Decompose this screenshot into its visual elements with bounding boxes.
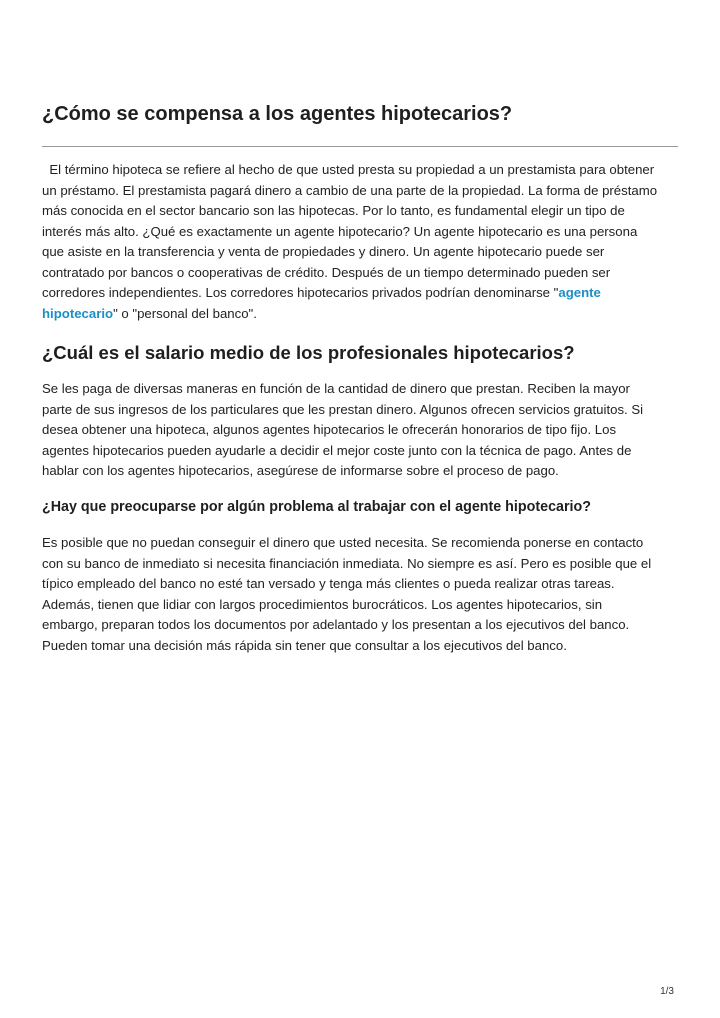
paragraph-text: " o "personal del banco". bbox=[113, 305, 257, 321]
paragraph-line: que asiste en la transferencia y venta de propiedades y dinero. Un agente hipotecario puede ser bbox=[42, 244, 605, 259]
agente-hipotecario-link-part1[interactable]: agente bbox=[558, 285, 601, 300]
paragraph-text: corredores independientes. Los corredores hipotecarios privados podrían denominarse " bbox=[42, 285, 559, 300]
heading-salary: ¿Cuál es el salario medio de los profesionales hipotecarios? bbox=[42, 342, 575, 363]
paragraph-line: Además, tienen que lidiar con largos procedimientos burocráticos. Los agentes hipotecarios, sin bbox=[42, 596, 603, 612]
paragraph-line: con su banco de inmediato si necesita financiación inmediata. No siempre es así. Pero es posible que el bbox=[42, 555, 652, 571]
heading-problems: ¿Hay que preocuparse por algún problema al trabajar con el agente hipotecario? bbox=[42, 499, 591, 515]
heading-divider bbox=[42, 146, 678, 147]
paragraph-line: contratado por bancos o cooperativas de crédito. Después de un tiempo determinado pueden ser bbox=[42, 264, 611, 280]
paragraph-line: interés más alto. ¿Qué es exactamente un agente hipotecario? Un agente hipotecario es una persona bbox=[42, 223, 638, 239]
heading-main: ¿Cómo se compensa a los agentes hipotecarios? bbox=[42, 103, 513, 125]
paragraph-line: El término hipoteca se refiere al hecho de que usted presta su propiedad a un prestamista para obtener bbox=[42, 162, 655, 177]
paragraph-line: agentes hipotecarios pueden ayudarle a decidir el mejor coste junto con la técnica de pago. Antes de bbox=[42, 442, 632, 458]
paragraph-line: típico empleado del banco no esté tan versado y tenga más clientes o pueda realizar otras tareas. bbox=[42, 576, 615, 591]
paragraph-problems bbox=[42, 533, 682, 656]
paragraph-line: hablar con los agentes hipotecarios, asegúrese de informarse sobre el proceso de pago. bbox=[42, 463, 559, 478]
paragraph-line bbox=[42, 304, 682, 325]
paragraph-intro bbox=[42, 160, 682, 324]
paragraph-line bbox=[42, 283, 682, 304]
paragraph-line: desea obtener una hipoteca, algunos agentes hipotecarios le ofrecerán honorarios de tipo fijo. Los bbox=[42, 422, 617, 437]
paragraph-line: Pueden tomar una decisión más rápida sin tener que consultar a los ejecutivos del banco. bbox=[42, 637, 567, 653]
paragraph-line: más conocida en el sector bancario son las hipotecas. Por lo tanto, es fundamental elegir un tipo de bbox=[42, 203, 625, 218]
agente-hipotecario-link-part2[interactable]: hipotecario bbox=[42, 305, 114, 321]
page-number: 1/3 bbox=[660, 986, 674, 997]
paragraph-line: Es posible que no puedan conseguir el dinero que usted necesita. Se recomienda ponerse en contacto bbox=[42, 535, 644, 550]
paragraph-line: embargo, preparan todos los documentos por adelantado y los presentan a los ejecutivos del banco. bbox=[42, 617, 630, 632]
paragraph-salary bbox=[42, 379, 682, 482]
paragraph-line: un préstamo. El prestamista pagará dinero a cambio de una parte de la propiedad. La forma de préstamo bbox=[42, 182, 658, 198]
paragraph-line: parte de sus ingresos de los particulares que les prestan dinero. Algunos ofrecen servicios gratuitos. Si bbox=[42, 401, 644, 417]
paragraph-line: Se les paga de diversas maneras en función de la cantidad de dinero que prestan. Reciben la mayor bbox=[42, 381, 630, 396]
